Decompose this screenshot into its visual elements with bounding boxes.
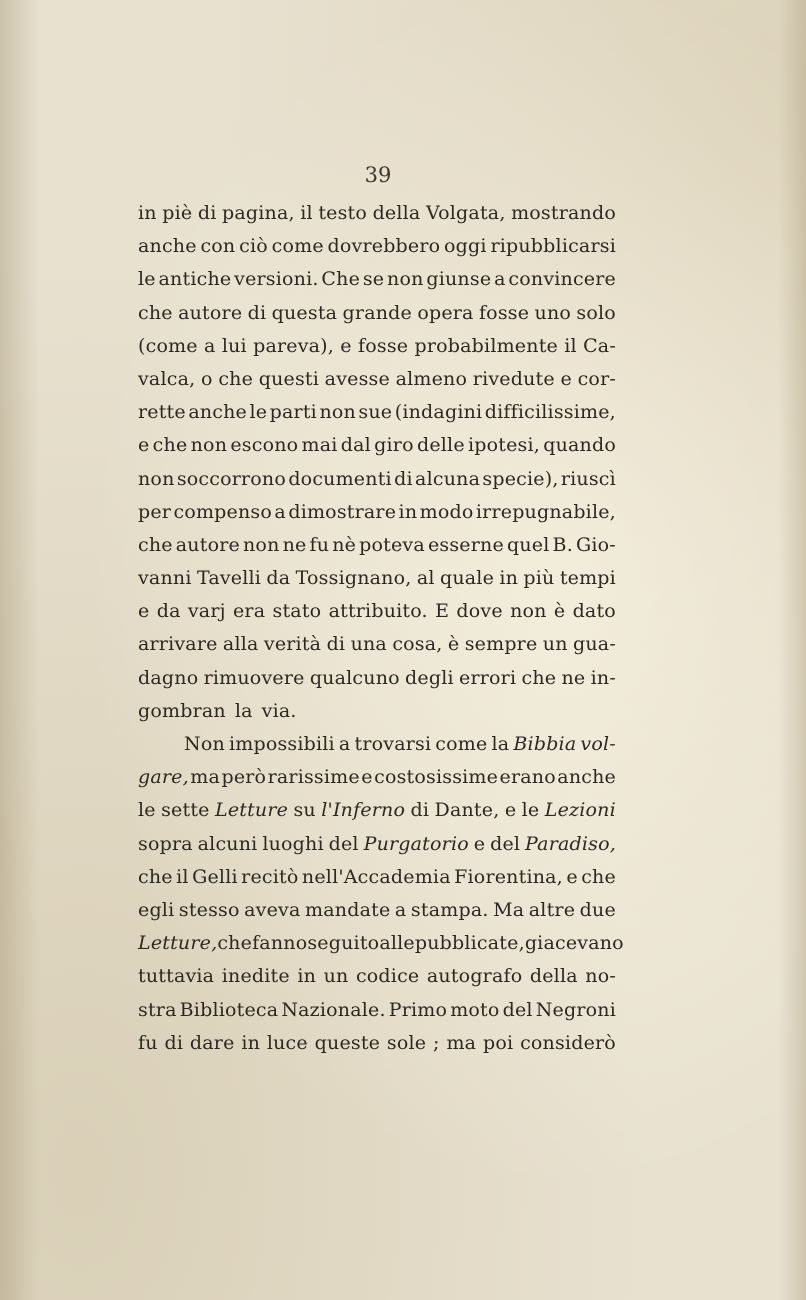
word: che xyxy=(152,434,188,457)
word: specie), xyxy=(482,467,559,490)
word: anche xyxy=(557,766,616,789)
word: di xyxy=(197,202,217,224)
word: che xyxy=(138,533,173,556)
page-edge-shadow-left xyxy=(0,0,40,1300)
word: a xyxy=(394,898,407,921)
word: Ma xyxy=(493,898,525,921)
word: giro xyxy=(374,434,414,457)
word: attribuito. xyxy=(328,600,428,623)
text-line xyxy=(138,861,616,894)
text-line xyxy=(138,529,616,562)
word: e xyxy=(138,600,150,623)
word: che xyxy=(581,865,616,888)
word: esserne xyxy=(427,533,504,556)
word: qualcuno xyxy=(309,666,400,689)
text-line xyxy=(138,363,616,396)
word: alcuni xyxy=(197,832,258,855)
word: come xyxy=(435,733,488,755)
word: le xyxy=(249,401,268,424)
word: questa xyxy=(271,301,338,324)
paragraph xyxy=(138,197,616,728)
word: rette xyxy=(138,401,186,424)
word: antiche xyxy=(158,268,232,291)
word: del xyxy=(502,998,533,1021)
word: un xyxy=(323,965,349,988)
word: di xyxy=(247,301,267,324)
word: che xyxy=(138,301,173,324)
word: della xyxy=(372,202,421,224)
word: a xyxy=(338,733,351,755)
word: a xyxy=(204,334,216,357)
word: Non xyxy=(184,733,225,755)
word: non xyxy=(319,401,356,424)
word: rivedute xyxy=(472,367,555,390)
word: modo xyxy=(419,500,474,523)
word: pagina, xyxy=(222,202,295,224)
word: vol- xyxy=(580,733,616,755)
word: uno xyxy=(534,301,572,324)
paragraph xyxy=(138,728,624,1060)
word: Letture xyxy=(215,799,289,822)
word: cosa, xyxy=(392,633,443,656)
word: era xyxy=(232,600,266,623)
word: stato xyxy=(272,600,322,623)
text-line xyxy=(138,463,616,496)
word: ; xyxy=(433,1031,440,1054)
word: dare xyxy=(189,1031,235,1054)
word: che xyxy=(217,932,253,955)
word: e xyxy=(361,766,373,789)
text-line xyxy=(138,628,616,661)
word: gua- xyxy=(573,633,616,656)
word: almeno xyxy=(395,367,468,390)
word: sue xyxy=(358,401,393,424)
word: dal xyxy=(340,434,371,457)
text-line xyxy=(138,695,616,728)
word: in xyxy=(499,567,519,590)
page-edge-shadow-right xyxy=(778,0,806,1300)
body-text xyxy=(138,197,624,1060)
word: che xyxy=(521,666,557,689)
word: parti xyxy=(269,401,317,424)
word: Volgata, xyxy=(425,202,506,224)
word: Purgatorio xyxy=(363,832,469,855)
word: della xyxy=(529,965,578,988)
word: Ca- xyxy=(583,334,616,357)
word: anche xyxy=(188,401,247,424)
word: delle xyxy=(416,434,465,457)
word: egli xyxy=(138,898,175,921)
word: in xyxy=(138,202,157,224)
word: ma xyxy=(446,1031,477,1054)
word: e xyxy=(473,832,486,855)
word: a xyxy=(274,500,286,523)
word: Bibbia xyxy=(513,733,577,755)
word: fosse xyxy=(478,301,530,324)
word: poi xyxy=(482,1031,514,1054)
word: opera xyxy=(417,301,474,324)
word: Tavelli xyxy=(196,567,262,590)
page-number: 39 xyxy=(364,163,392,187)
word: tuttavia xyxy=(138,965,215,988)
word: piè xyxy=(162,202,193,224)
word: è xyxy=(553,600,566,623)
word: errori xyxy=(459,666,517,689)
word: Lezioni xyxy=(544,799,616,822)
word: irrepugnabile, xyxy=(475,500,616,523)
word: Che xyxy=(321,268,361,291)
word: rimuovere xyxy=(203,666,305,689)
word: dimostrare xyxy=(288,500,397,523)
word: le xyxy=(521,799,540,822)
text-line xyxy=(138,794,616,827)
word: autore xyxy=(178,301,243,324)
word: dato xyxy=(572,600,616,623)
word: di xyxy=(326,633,346,656)
word: alla xyxy=(222,633,259,656)
word: (indagini xyxy=(394,401,483,424)
word: ripubblicarsi xyxy=(490,235,616,258)
word: pubblicate, xyxy=(414,932,525,955)
word: stampa. xyxy=(410,898,489,921)
word: erano xyxy=(499,766,556,789)
word: di xyxy=(410,799,430,822)
word: Dante, xyxy=(434,799,500,822)
word: no- xyxy=(585,965,616,988)
word: oggi xyxy=(444,235,487,258)
word: probabilmente xyxy=(414,334,558,357)
word: grande xyxy=(342,301,412,324)
text-line xyxy=(138,197,616,230)
word: valca, xyxy=(138,367,196,390)
word: gombran xyxy=(138,699,226,722)
word: compenso xyxy=(173,500,273,523)
word: verità xyxy=(263,633,322,656)
word: sette xyxy=(161,799,210,822)
word: stesso xyxy=(178,898,240,921)
word: del xyxy=(490,832,521,855)
word: E xyxy=(435,600,450,623)
word: questi xyxy=(258,367,320,390)
word: impossibili xyxy=(228,733,335,755)
word: ma xyxy=(190,766,221,789)
word: e xyxy=(138,434,150,457)
word: in xyxy=(398,500,418,523)
word: Primo xyxy=(388,998,448,1021)
text-line xyxy=(138,994,616,1027)
word: dagno xyxy=(138,666,199,689)
word: il xyxy=(300,202,313,224)
word: poteva xyxy=(359,533,425,556)
word: escono xyxy=(230,434,299,457)
word: Nazionale. xyxy=(281,998,386,1021)
word: non xyxy=(190,434,228,457)
word: pareva), xyxy=(253,334,335,357)
word: l'Inferno xyxy=(321,799,406,822)
word: da xyxy=(156,600,181,623)
word: sempre xyxy=(464,633,538,656)
word: un xyxy=(542,633,568,656)
word: autore xyxy=(175,533,240,556)
word: che xyxy=(138,865,173,888)
word: non xyxy=(243,533,280,556)
word: giunse xyxy=(426,268,492,291)
word: su xyxy=(293,799,316,822)
word: del xyxy=(328,832,359,855)
word: luce xyxy=(266,1031,308,1054)
word: per xyxy=(138,500,172,523)
word: non xyxy=(138,467,175,490)
word: tempi xyxy=(559,567,616,590)
word: come xyxy=(271,235,324,258)
text-line xyxy=(138,330,616,363)
word: Biblioteca xyxy=(179,998,279,1021)
word: o xyxy=(201,367,213,390)
word: altre xyxy=(528,898,576,921)
word: sole xyxy=(386,1031,427,1054)
word: quando xyxy=(543,434,616,457)
word: fu xyxy=(138,1031,158,1054)
word: Tossignano, xyxy=(295,567,412,590)
word: ne xyxy=(282,533,307,556)
text-line xyxy=(138,662,616,695)
word: nè xyxy=(332,533,357,556)
word: in xyxy=(297,965,317,988)
word: Fiorentina, xyxy=(454,865,563,888)
word: due xyxy=(579,898,616,921)
word: cor- xyxy=(577,367,616,390)
text-line xyxy=(138,396,616,429)
word: difficilissime, xyxy=(484,401,616,424)
text-line xyxy=(138,761,616,794)
word: versioni. xyxy=(234,268,319,291)
word: di xyxy=(164,1031,184,1054)
word: fu xyxy=(309,533,330,556)
text-line xyxy=(138,960,616,993)
word: e xyxy=(560,367,572,390)
word: quel xyxy=(506,533,550,556)
word: Letture, xyxy=(138,932,218,955)
word: da xyxy=(266,567,291,590)
word: dovrebbero xyxy=(327,235,441,258)
text-line xyxy=(138,828,616,861)
word: più xyxy=(523,567,555,590)
word: alcuna xyxy=(415,467,481,490)
word: aveva xyxy=(244,898,301,921)
word: convincere xyxy=(508,268,616,291)
word: anche xyxy=(138,235,197,258)
word: è xyxy=(447,633,460,656)
word: seguito xyxy=(307,932,380,955)
word: stra xyxy=(138,998,177,1021)
word: però xyxy=(221,766,267,789)
word: via. xyxy=(261,699,297,722)
word: arrivare xyxy=(138,633,218,656)
word: alle xyxy=(379,932,415,955)
word: ciò xyxy=(239,235,268,258)
word: in xyxy=(241,1031,261,1054)
text-line xyxy=(138,1027,616,1060)
word: e xyxy=(504,799,517,822)
word: B. xyxy=(552,533,573,556)
word: moto xyxy=(450,998,500,1021)
text-line xyxy=(138,728,616,761)
word: il xyxy=(176,865,189,888)
word: costosissime xyxy=(374,766,499,789)
word: fanno xyxy=(252,932,308,955)
word: Negroni xyxy=(535,998,616,1021)
word: documenti xyxy=(288,467,392,490)
word: (come xyxy=(138,334,198,357)
word: trovarsi xyxy=(354,733,432,755)
word: a xyxy=(494,268,506,291)
word: autografo xyxy=(426,965,523,988)
word: mostrando xyxy=(511,202,616,224)
word: dove xyxy=(456,600,503,623)
word: luoghi xyxy=(262,832,324,855)
word: il xyxy=(564,334,577,357)
text-line xyxy=(138,263,616,296)
word: mandate xyxy=(305,898,391,921)
word: la xyxy=(234,699,253,722)
word: di xyxy=(394,467,413,490)
word: e xyxy=(340,334,352,357)
word: recitò xyxy=(241,865,299,888)
word: solo xyxy=(576,301,616,324)
word: le xyxy=(138,268,156,291)
word: avesse xyxy=(324,367,390,390)
word: quale xyxy=(439,567,495,590)
text-line xyxy=(138,230,616,263)
word: varj xyxy=(187,600,226,623)
word: mai xyxy=(301,434,338,457)
word: ne xyxy=(561,666,586,689)
word: sopra xyxy=(138,832,193,855)
text-line xyxy=(138,297,616,330)
text-line xyxy=(138,429,616,462)
word: considerò xyxy=(520,1031,616,1054)
word: lui xyxy=(221,334,247,357)
text-line xyxy=(138,894,616,927)
word: ipotesi, xyxy=(467,434,541,457)
word: fosse xyxy=(358,334,409,357)
word: codice xyxy=(355,965,420,988)
word: vanni xyxy=(138,567,192,590)
word: in- xyxy=(590,666,616,689)
word: riuscì xyxy=(560,467,616,490)
word: Gelli xyxy=(192,865,238,888)
text-line xyxy=(138,927,624,960)
word: che xyxy=(218,367,254,390)
word: e xyxy=(566,865,578,888)
word: non xyxy=(387,268,424,291)
word: Paradiso, xyxy=(525,832,616,855)
word: queste xyxy=(314,1031,381,1054)
word: al xyxy=(416,567,435,590)
word: degli xyxy=(405,666,454,689)
text-line xyxy=(138,595,616,628)
word: nell'Accademia xyxy=(301,865,451,888)
word: una xyxy=(350,633,387,656)
word: soccorrono xyxy=(176,467,287,490)
word: se xyxy=(362,268,385,291)
word: giacevano xyxy=(524,932,624,955)
text-line xyxy=(138,496,616,529)
word: gare, xyxy=(138,766,189,789)
word: rarissime xyxy=(267,766,360,789)
word: testo xyxy=(318,202,368,224)
word: la xyxy=(491,733,510,755)
word: Gio- xyxy=(575,533,616,556)
word: con xyxy=(200,235,236,258)
text-line xyxy=(138,562,616,595)
word: non xyxy=(510,600,547,623)
word: le xyxy=(138,799,156,822)
word: inedite xyxy=(221,965,290,988)
